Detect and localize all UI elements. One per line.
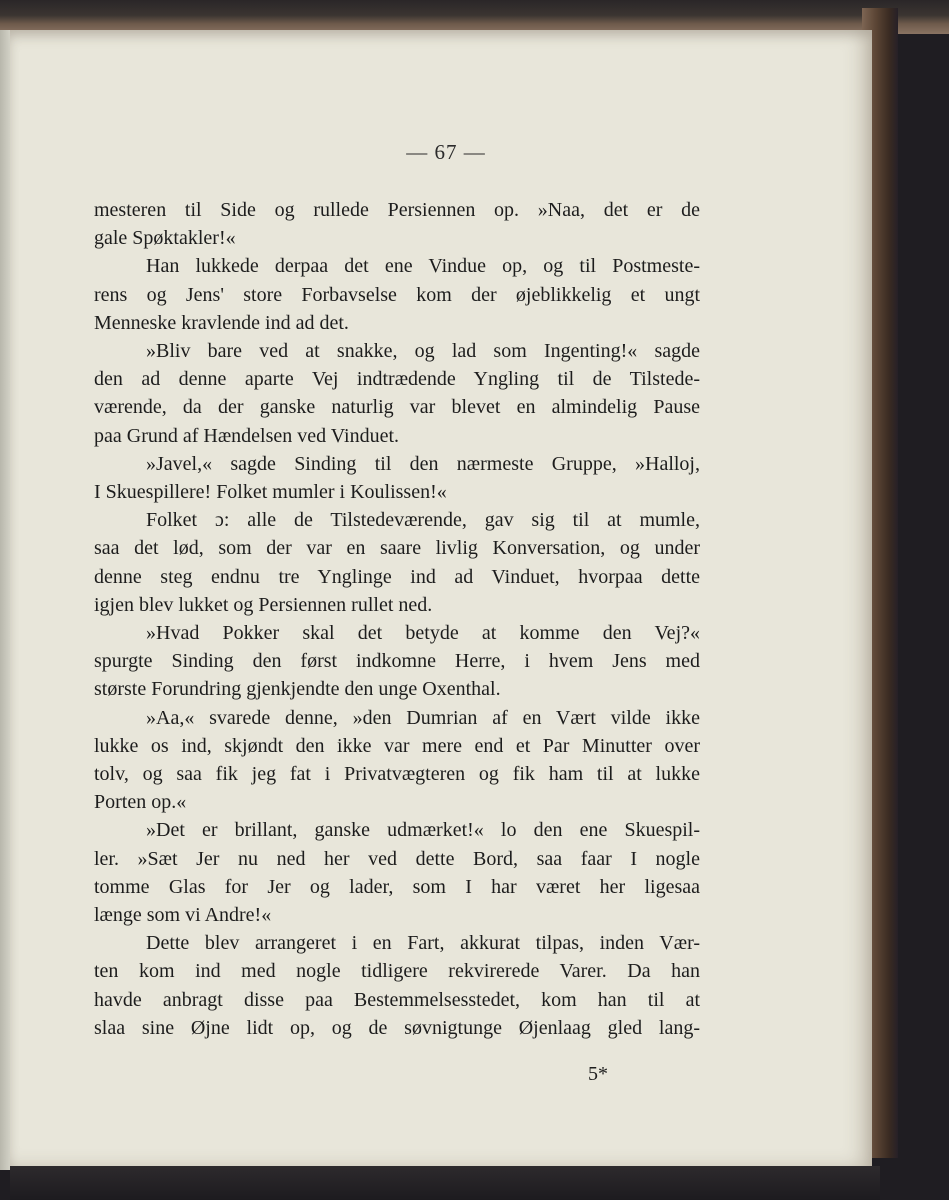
text-line: Menneske kravlende ind ad det. (94, 311, 349, 334)
text-line: saa det lød, som der var en saare livlig Konversation, og under (94, 537, 700, 560)
text-line: »Aa,« svarede denne, »den Dumrian af en Vært vilde ikke (146, 706, 700, 729)
text-line: Folket ɔ: alle de Tilstedeværende, gav sig til at mumle, (146, 509, 700, 532)
text-line: »Javel,« sagde Sinding til den nærmeste Gruppe, »Halloj, (146, 452, 700, 475)
text-line: længe som vi Andre!« (94, 904, 272, 927)
text-line: Porten op.« (94, 791, 187, 814)
text-line: Dette blev arrangeret i en Fart, akkurat tilpas, inden Vær- (146, 932, 700, 955)
text-line: tomme Glas for Jer og lader, som I har været her ligesaa (94, 875, 700, 898)
text-line: »Bliv bare ved at snakke, og lad som Ingenting!« sagde (146, 340, 700, 363)
book-binding-top (0, 0, 949, 34)
text-line: lukke os ind, skjøndt den ikke var mere end et Par Minutter over (94, 734, 700, 757)
text-line: den ad denne aparte Vej indtrædende Yngling til de Tilstede- (94, 368, 700, 391)
text-line: ten kom ind med nogle tidligere rekvirerede Varer. Da han (94, 960, 700, 983)
text-line: mesteren til Side og rullede Persiennen op. »Naa, det er de (94, 199, 700, 221)
text-line: Han lukkede derpaa det ene Vindue op, og til Postmeste- (146, 255, 700, 278)
text-line: igjen blev lukket og Persiennen rullet ned. (94, 593, 433, 616)
book-page (10, 30, 872, 1168)
text-line: I Skuespillere! Folket mumler i Koulissen!« (94, 481, 447, 504)
text-line: værende, da der ganske naturlig var blevet en almindelig Pause (94, 396, 700, 419)
text-line: gale Spøktakler!« (94, 227, 236, 250)
text-line: rens og Jens' store Forbavselse kom der øjeblikkelig et ungt (94, 283, 700, 306)
text-line: »Hvad Pokker skal det betyde at komme den Vej?« (146, 622, 700, 645)
text-line: største Forundring gjenkjendte den unge Oxenthal. (94, 678, 501, 701)
text-line: ler. »Sæt Jer nu ned her ved dette Bord, saa faar I nogle (94, 847, 700, 870)
text-line: paa Grund af Hændelsen ved Vinduet. (94, 424, 400, 447)
text-line: »Det er brillant, ganske udmærket!« lo den ene Skuespil- (146, 819, 700, 842)
text-line: spurgte Sinding den først indkomne Herre, i hvem Jens med (94, 650, 700, 673)
text-line: denne steg endnu tre Ynglinge ind ad Vinduet, hvorpaa dette (94, 565, 700, 588)
body-text (94, 196, 700, 1042)
signature-mark: 5* (588, 1063, 608, 1085)
text-line: tolv, og saa fik jeg fat i Privatvægteren og fik ham til at lukke (94, 763, 700, 786)
text-line: slaa sine Øjne lidt op, og de søvnigtunge Øjenlaag gled lang- (94, 1016, 700, 1039)
page-number: — 67 — (406, 140, 486, 164)
text-line: havde anbragt disse paa Bestemmelsesstedet, kom han til at (94, 988, 700, 1011)
book-bottom-edge (10, 1166, 880, 1200)
